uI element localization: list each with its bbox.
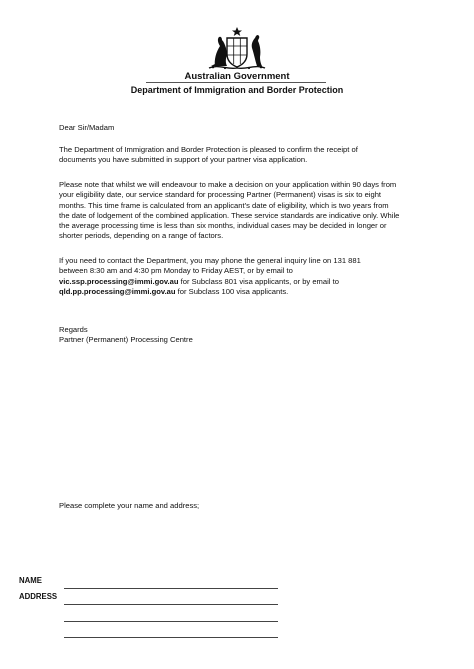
address-field-line-1[interactable]	[64, 604, 278, 605]
address-label: ADDRESS	[19, 592, 58, 601]
email-qld[interactable]: qld.pp.processing@immi.gov.au	[59, 286, 176, 296]
address-field-line-2[interactable]	[64, 621, 278, 622]
government-title: Australian Government	[184, 71, 290, 82]
paragraph-contact	[59, 256, 439, 297]
paragraph-processing-times: Please note that whilst we will endeavour to make a decision on your application within 90 days from your eligibility date, our service standard for processing Partner (Permanent) visas is six to eight months. This time frame is calculated from an applicant’s date of eligibility, which is two years from the date of lodgement of the combined application. These service standards are indicative only. While the average processing time is less than six months, individual cases may be decided in longer or shorter periods, depending on a range of factors.	[59, 180, 400, 241]
address-field-line-3[interactable]	[64, 637, 278, 638]
email-vic[interactable]: vic.ssp.processing@immi.gov.au	[59, 276, 179, 286]
signature-block	[59, 325, 439, 346]
letterhead-divider	[146, 82, 326, 83]
coat-of-arms-icon	[205, 26, 269, 70]
name-label: NAME	[19, 576, 42, 585]
paragraph-receipt-confirmation: The Department of Immigration and Border Protection is pleased to confirm the receipt of documents you have submitted in support of your partner visa application.	[59, 145, 358, 165]
complete-prompt: Please complete your name and address;	[59, 501, 200, 510]
email-qld-suffix: for Subclass 100 visa applicants.	[175, 286, 289, 296]
regards: Regards	[59, 325, 88, 334]
salutation: Dear Sir/Madam	[59, 123, 115, 132]
name-field-line[interactable]	[64, 588, 278, 589]
contact-intro: If you need to contact the Department, you may phone the general inquiry line on 131 881 between 8:30 am and 4:30 pm Monday to Friday AEST, or by email to	[59, 256, 361, 276]
signoff: Partner (Permanent) Processing Centre	[59, 335, 193, 345]
email-vic-suffix: for Subclass 801 visa applicants, or by email to	[178, 276, 339, 286]
department-title: Department of Immigration and Border Protection	[130, 85, 344, 95]
